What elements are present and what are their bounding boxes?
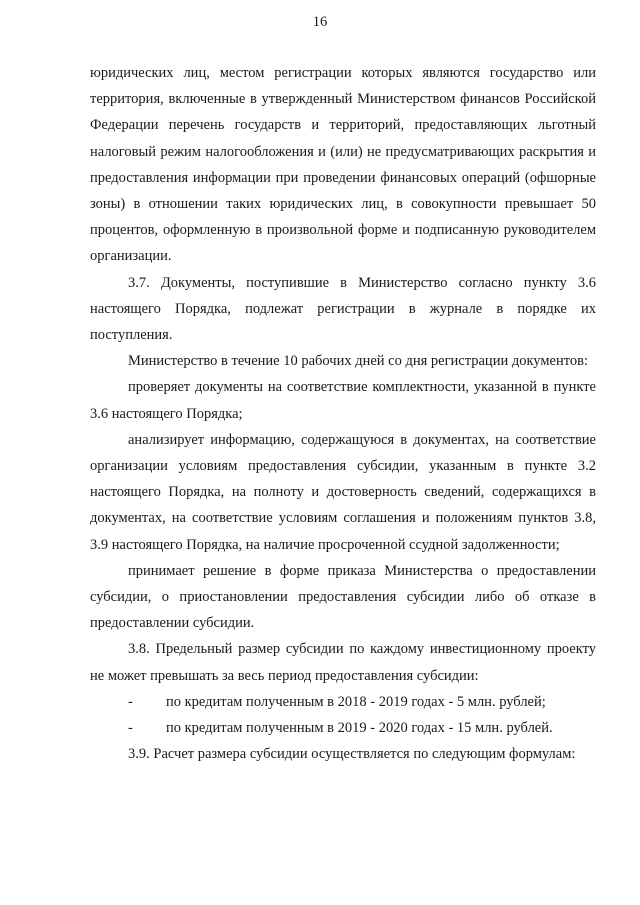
paragraph-decision: принимает решение в форме приказа Министерства о предоставлении субсидии, о приостановлении предоставления субсидии либо об отказе в предоставлении субсидии.	[90, 562, 596, 632]
paragraph-continuation: юридических лиц, местом регистрации которых являются государство или территория, включенные в утвержденный Министерством финансов Российской Федерации перечень государств и территорий, предоставляющих льготный налоговый режим налогообложения и (или) не предусматривающих раскрытия и предоставления информации при проведении финансовых операций (офшорные зоны) в отношении таких юридических лиц, в совокупности превышает 50 процентов, оформленную в произвольной форме и подписанную руководителем организации.	[90, 65, 596, 265]
document-body	[90, 60, 596, 767]
paragraph-check-documents: проверяет документы на соответствие комплектности, указанной в пункте 3.6 настоящего Порядка;	[90, 379, 596, 422]
paragraph-3-7: 3.7. Документы, поступившие в Министерство согласно пункту 3.6 настоящего Порядка, подлежат регистрации в журнале в порядке их поступления.	[90, 274, 596, 344]
list-marker: -	[128, 693, 133, 710]
list-item-text: по кредитам полученным в 2018 - 2019 годах - 5 млн. рублей;	[166, 693, 546, 710]
paragraph-ministry-review: Министерство в течение 10 рабочих дней со дня регистрации документов:	[128, 353, 589, 370]
list-marker: -	[128, 720, 133, 737]
list-item-text: по кредитам полученным в 2019 - 2020 годах - 15 млн. рублей.	[166, 720, 553, 737]
list-item	[90, 715, 596, 741]
paragraph-3-8: 3.8. Предельный размер субсидии по каждому инвестиционному проекту не может превышать за весь период предоставления субсидии:	[90, 641, 596, 684]
paragraph-3-9: 3.9. Расчет размера субсидии осуществляется по следующим формулам:	[128, 746, 576, 763]
page-number: 16	[312, 14, 328, 30]
list-item	[90, 689, 596, 715]
paragraph-analyze-information: анализирует информацию, содержащуюся в документах, на соответствие организации условиям предоставления субсидии, указанным в пункте 3.2 настоящего Порядка, на полноту и достоверность сведений, содержащихся в документах, на соответствие условиям соглашения и положениям пунктов 3.8, 3.9 настоящего Порядка, на наличие просроченной ссудной задолженности;	[90, 431, 596, 553]
